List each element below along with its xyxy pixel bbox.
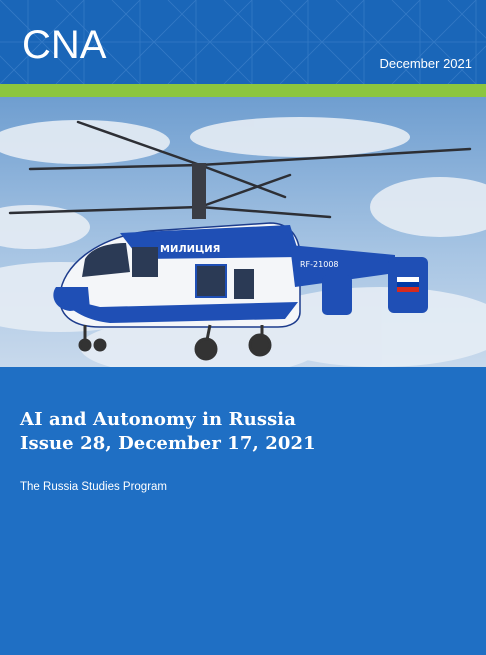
accent-bar <box>0 84 486 97</box>
cover-header <box>0 0 486 84</box>
cover-body <box>0 367 486 655</box>
svg-text:CNA: CNA <box>22 23 107 64</box>
tail-registration: RF-21008 <box>300 260 339 269</box>
russian-flag-icon <box>397 277 419 292</box>
report-title-line1: AI and Autonomy in Russia <box>20 409 296 430</box>
report-title-line2: Issue 28, December 17, 2021 <box>20 433 316 454</box>
program-name: The Russia Studies Program <box>20 481 168 493</box>
cna-logo <box>22 22 132 64</box>
helicopter-photo <box>0 97 486 367</box>
fuselage-label: МИЛИЦИЯ <box>160 244 221 255</box>
publication-date: December 2021 <box>379 56 472 71</box>
